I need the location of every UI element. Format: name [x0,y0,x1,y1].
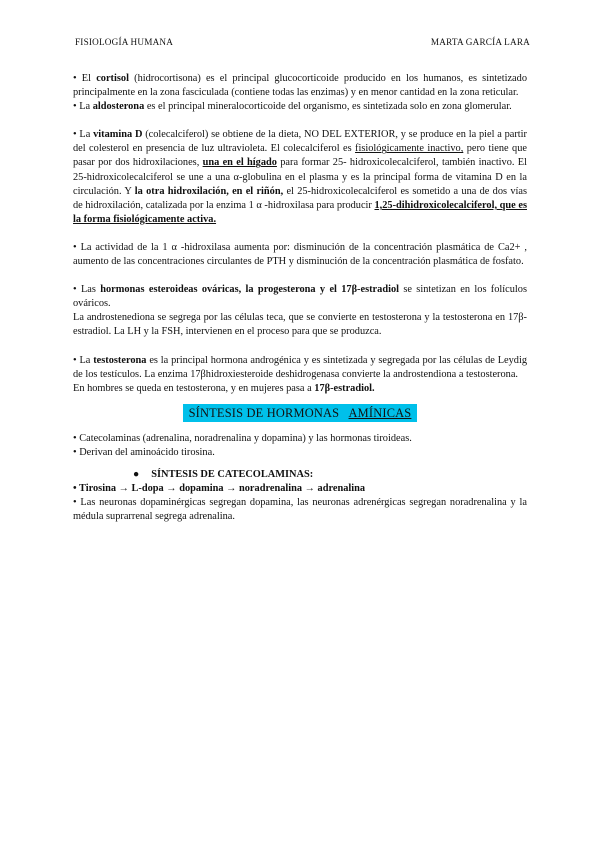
header-author: MARTA GARCÍA LARA [430,37,530,47]
term-progesterona-estradiol: la progesterona y el 17β-estradiol [245,284,399,296]
bullet-icon: ● [133,469,140,481]
term-hormonas-ovaricas: hormonas esteroideas ováricas [100,284,239,296]
paragraph-androstenediona: La androstenediona se segrega por las células teca, que se convierte en testosterona y la testosterona en 17β-estradiol. La LH y la FSH, intervienen en el proceso para que se produzca. [73,312,527,338]
paragraph-tirosina: • Derivan del aminoácido tirosina. [73,446,215,458]
term-higado: una en el hígado [202,157,277,169]
paragraph-aldosterona: • La aldosterona es el principal mineralocorticoide del organismo, es sintetizada solo en zona glomerular. [73,101,512,113]
term-aldosterona: aldosterona [92,101,145,113]
paragraph-hombres-mujeres: En hombres se queda en testosterona, y en mujeres pasa a 17β-estradiol. [73,382,375,394]
paragraph-catecolaminas: • Catecolaminas (adrenalina, noradrenalina y dopamina) y las hormonas tiroideas. [73,432,412,444]
underlined-inactivo: fisiológicamente inactivo, [355,143,464,155]
paragraph-testosterona: • La testosterona es la principal hormona androgénica y es sintetizada y segregada por las células de Leydig de los testículos. La enzima 17βhidroxiesteroide deshidrogenasa convierte la androstendiona a testosterona. [73,354,527,380]
paragraph-hidroxilasa: • La actividad de la 1 α -hidroxilasa aumenta por: disminución de la concentración plasmática de Ca2+ , aumento de las concentraciones circulantes de PTH y disminución de la concentración plasmática de fosfato. [73,241,527,268]
paragraph-ovaricas: • Las hormonas esteroideas ováricas, la progesterona y el 17β-estradiol se sintetizan en los folículos ováricos. [73,284,528,310]
term-testosterona: testosterona [93,354,147,366]
term-vitamina-d: vitamina D [93,129,143,141]
term-rinon: la otra hidroxilación, en el riñón, [134,185,284,197]
paragraph-pathway: • Tirosina → L-dopa → dopamina → noradrenalina → adrenalina [73,483,366,495]
document-body [73,72,527,524]
paragraph-neuronas: • Las neuronas dopaminérgicas segregan dopamina, las neuronas adrenérgicas segregan noradrenalina y la médula suprarrenal segrega adrenalina. [73,497,527,523]
paragraph-cortisol: • El cortisol (hidrocortisona) es el principal glucocorticoide producido en los humanos, es sintetizado principalmente en la zona fasciculada (contiene todas las enzimas) y en menor cantidad en la zona reticular. [73,73,527,99]
term-forma-activa: 1,25-dihidroxicolecalciferol, que es la forma fisiológicamente activa. [73,199,527,225]
term-cortisol: cortisol [96,73,129,84]
subsection-title-catecolaminas: ● SÍNTESIS DE CATECOLAMINAS: [133,469,314,481]
section-title-aminicas: SÍNTESIS DE HORMONAS AMÍNICAS [73,406,527,422]
header-subject: FISIOLOGÍA HUMANA [75,37,174,47]
term-estradiol: 17β-estradiol. [314,382,375,394]
paragraph-vitamina-d: • La vitamina D (colecalciferol) se obtiene de la dieta, NO DEL EXTERIOR, y se produce en la piel a partir del colesterol en presencia de luz ultravioleta. El colecalciferol es fisiológicamente inactivo, pero tiene que pasar por dos hidroxilaciones, una en el hígado para formar 25- hidroxicolecalciferol, también inactivo. El 25-hidroxicolecalciferol se une a una α-globulina en el plasma y es la principal forma de vitamina D en la circulación. Y la otra hidroxilación, en el riñón, el 25-hidroxicolecalciferol es sometido a una de dos vías de hidroxilación, catalizada por la enzima 1 α -hidroxilasa para producir 1,25-dihidroxicolecalciferol, que es la forma fisiológicamente activa. [73,129,527,225]
